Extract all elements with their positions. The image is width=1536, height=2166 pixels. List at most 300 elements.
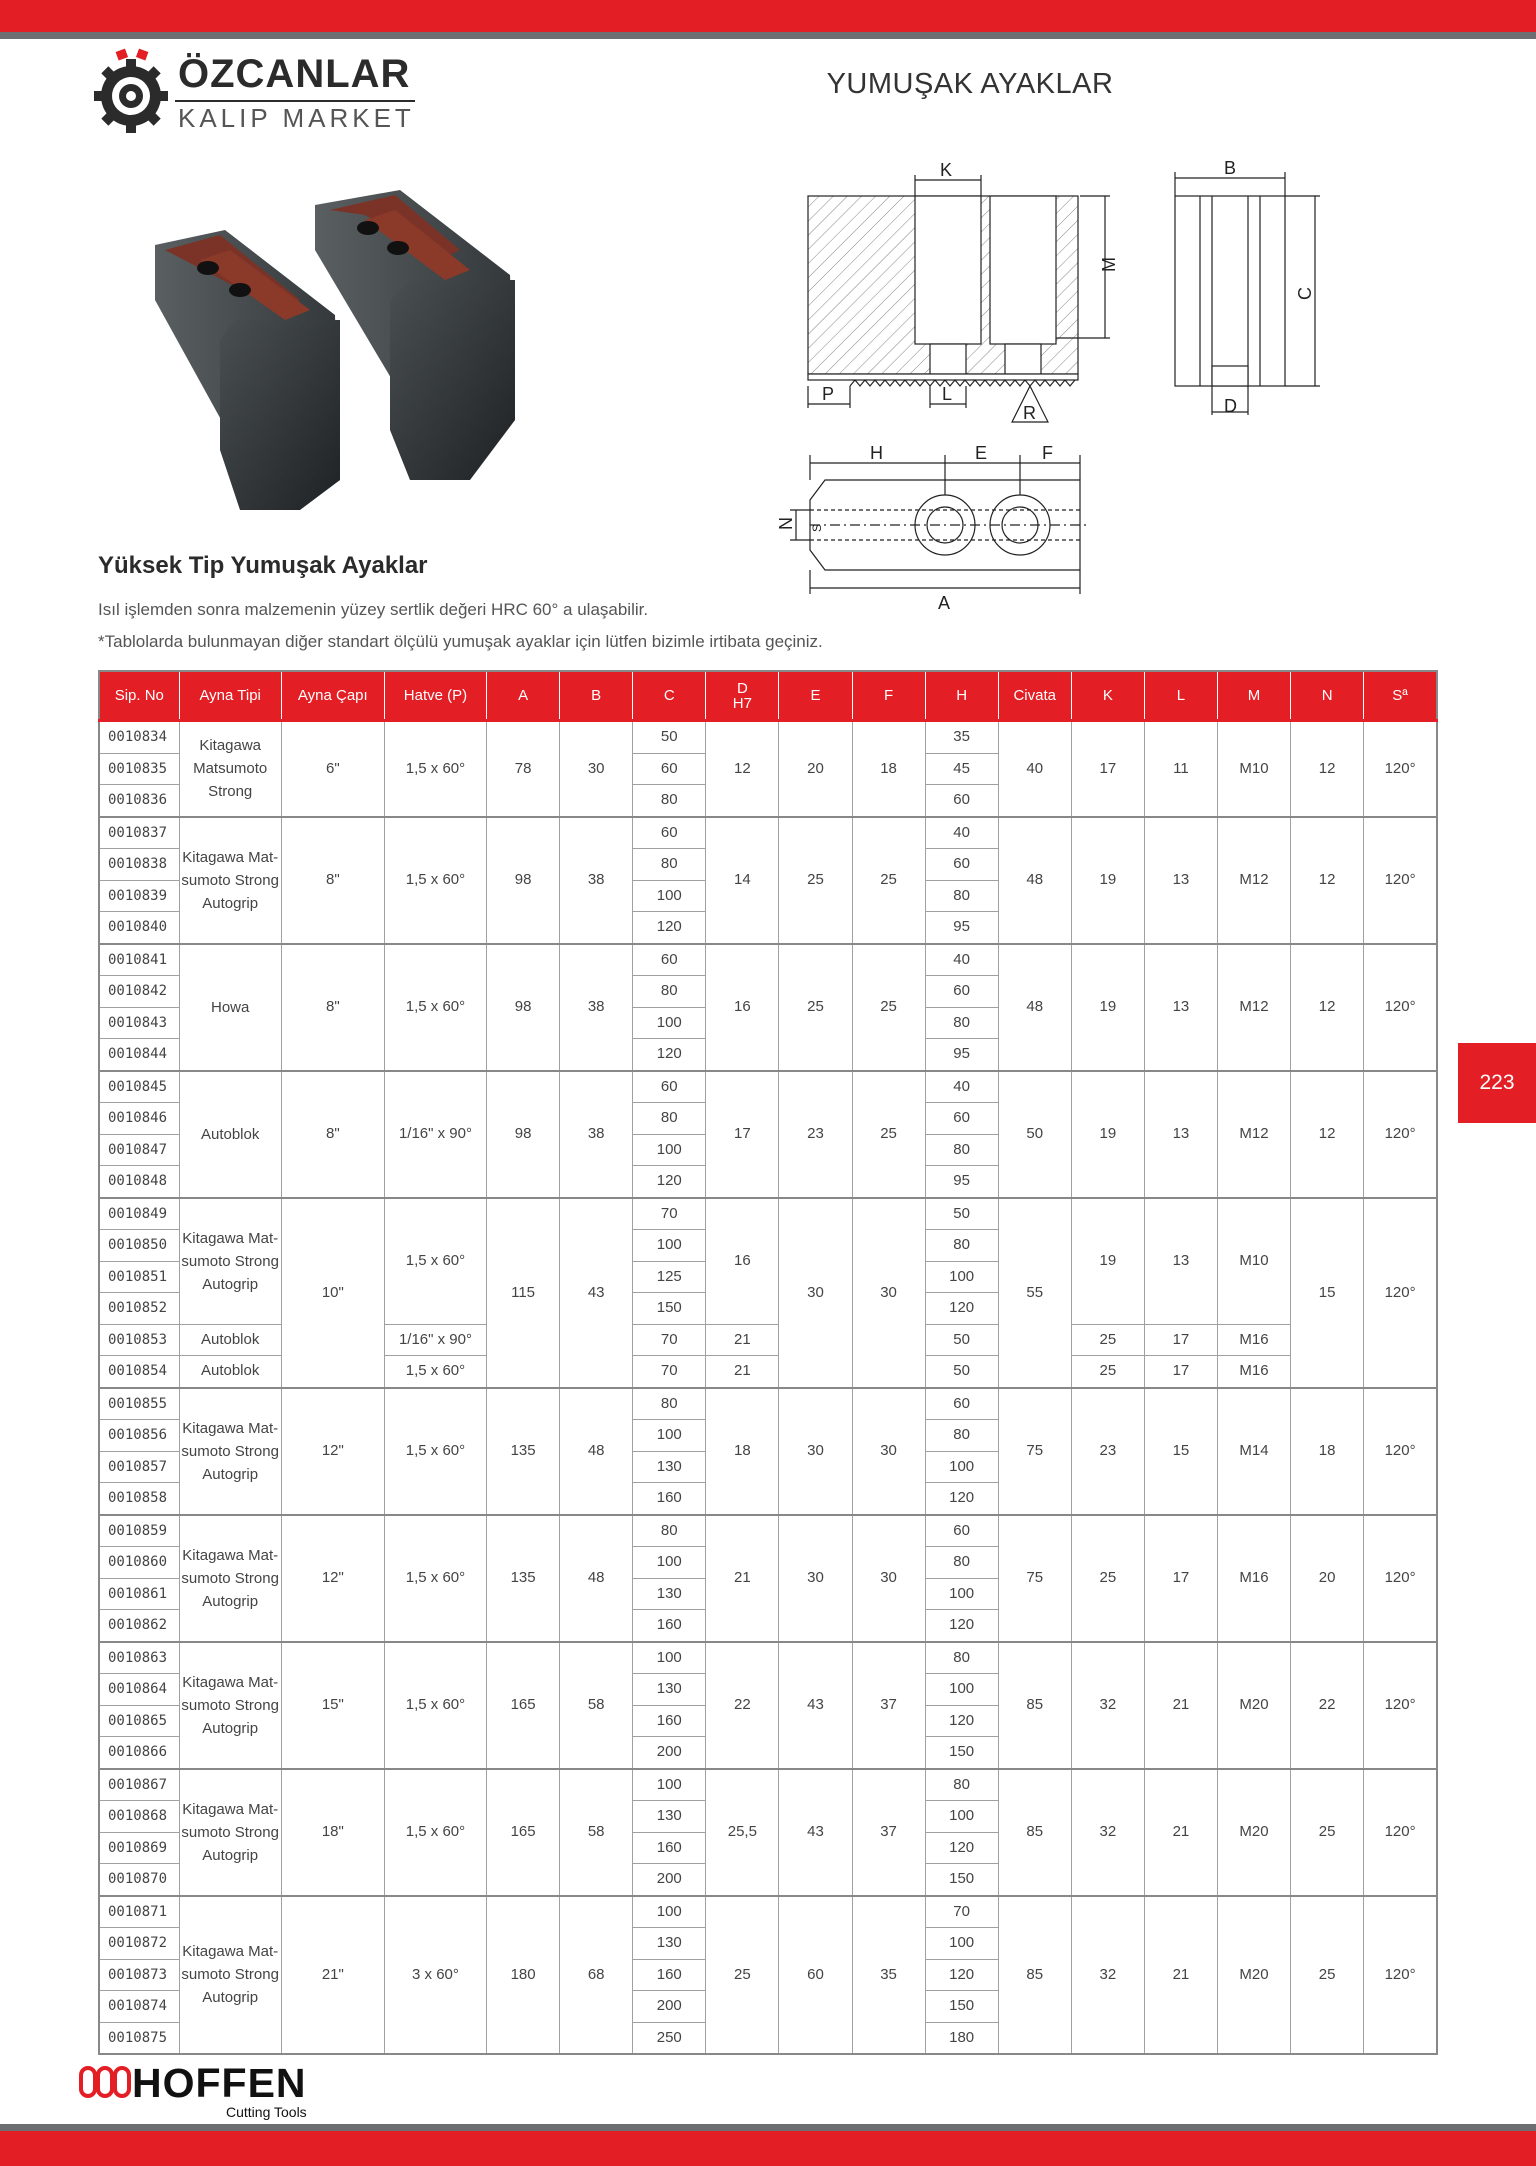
b-cell: 58 [560,1642,633,1769]
h-cell: 120 [925,1293,998,1325]
ozcanlar-logo [95,50,425,135]
sip-no-cell: 0010863 [99,1642,179,1674]
col-header-hatve: Hatve (P) [384,671,486,721]
h-cell: 100 [925,1451,998,1483]
dim-label-p: P [822,384,835,404]
b-cell: 48 [560,1515,633,1642]
e-cell: 25 [779,944,852,1071]
table-row [99,817,1437,849]
n-cell: 12 [1291,721,1364,817]
m-cell: M20 [1217,1896,1290,2055]
ayna-tipi-cell: Kitagawa Matsumoto Strong [179,721,281,817]
sip-no-cell: 0010837 [99,817,179,849]
s-cell: 120° [1364,1642,1437,1769]
col-header-b: B [560,671,633,721]
ayna-capi-cell: 6" [281,721,384,817]
sip-no-cell: 0010867 [99,1769,179,1801]
col-header-a: A [487,671,560,721]
a-cell: 98 [487,1071,560,1198]
c-cell: 80 [633,1515,706,1547]
c-cell: 60 [633,1071,706,1103]
ayna-capi-cell: 8" [281,1071,384,1198]
c-cell: 130 [633,1674,706,1706]
n-cell: 12 [1291,944,1364,1071]
h-cell: 150 [925,1737,998,1769]
h-cell: 60 [925,1103,998,1135]
civata-cell: 50 [998,1071,1071,1198]
f-cell: 18 [852,721,925,817]
c-cell: 80 [633,785,706,817]
hatve-cell: 1,5 x 60° [384,944,486,1071]
n-cell: 12 [1291,1071,1364,1198]
c-cell: 130 [633,1801,706,1833]
sip-no-cell: 0010869 [99,1832,179,1864]
hatve-cell: 1,5 x 60° [384,1515,486,1642]
sip-no-cell: 0010838 [99,849,179,881]
d-cell: 21 [706,1356,779,1388]
sip-no-cell: 0010836 [99,785,179,817]
sip-no-cell: 0010861 [99,1578,179,1610]
sip-no-cell: 0010850 [99,1230,179,1262]
top-gray-bar [0,32,1536,39]
c-cell: 100 [633,1896,706,1928]
sip-no-cell: 0010847 [99,1134,179,1166]
l-cell: 17 [1144,1515,1217,1642]
a-cell: 135 [487,1388,560,1515]
c-cell: 125 [633,1261,706,1293]
sip-no-cell: 0010854 [99,1356,179,1388]
ayna-capi-cell: 8" [281,817,384,944]
h-cell: 150 [925,1864,998,1896]
dim-label-d: D [1224,396,1237,416]
c-cell: 100 [633,880,706,912]
hatve-cell: 1,5 x 60° [384,1642,486,1769]
c-cell: 80 [633,1388,706,1420]
c-cell: 70 [633,1324,706,1356]
b-cell: 68 [560,1896,633,2055]
h-cell: 100 [925,1801,998,1833]
sip-no-cell: 0010842 [99,976,179,1008]
hoffen-logo [80,2060,340,2120]
h-cell: 60 [925,785,998,817]
c-cell: 130 [633,1578,706,1610]
sip-no-cell: 0010835 [99,753,179,785]
hatve-cell: 1,5 x 60° [384,817,486,944]
hatve-cell: 1,5 x 60° [384,721,486,817]
l-cell: 13 [1144,944,1217,1071]
ayna-tipi-cell: Autoblok [179,1071,281,1198]
civata-cell: 55 [998,1198,1071,1388]
ayna-tipi-cell: Kitagawa Mat-sumoto Strong Autogrip [179,1769,281,1896]
sip-no-cell: 0010866 [99,1737,179,1769]
dim-label-f: F [1042,443,1053,463]
sip-no-cell: 0010846 [99,1103,179,1135]
sip-no-cell: 0010839 [99,880,179,912]
ayna-tipi-cell: Howa [179,944,281,1071]
dim-label-s: S [810,523,824,532]
h-cell: 60 [925,1515,998,1547]
gear-logo-icon [95,50,173,135]
sip-no-cell: 0010874 [99,1991,179,2023]
footer-brand-sub: Cutting Tools [226,2104,307,2120]
m-cell: M12 [1217,1071,1290,1198]
c-cell: 160 [633,1959,706,1991]
hatve-cell: 1,5 x 60° [384,1198,486,1325]
b-cell: 38 [560,1071,633,1198]
sip-no-cell: 0010855 [99,1388,179,1420]
b-cell: 58 [560,1769,633,1896]
sip-no-cell: 0010873 [99,1959,179,1991]
dim-label-l: L [942,384,953,404]
m-cell: M10 [1217,1198,1290,1325]
k-cell: 19 [1071,944,1144,1071]
c-cell: 160 [633,1705,706,1737]
c-cell: 200 [633,1991,706,2023]
h-cell: 100 [925,1928,998,1960]
c-cell: 160 [633,1483,706,1515]
c-cell: 100 [633,1769,706,1801]
l-cell: 21 [1144,1896,1217,2055]
sip-no-cell: 0010853 [99,1324,179,1356]
col-header-h: H [925,671,998,721]
e-cell: 30 [779,1388,852,1515]
c-cell: 80 [633,976,706,1008]
h-cell: 95 [925,912,998,944]
sip-no-cell: 0010849 [99,1198,179,1230]
m-cell: M16 [1217,1356,1290,1388]
f-cell: 37 [852,1769,925,1896]
col-header-l: L [1144,671,1217,721]
h-cell: 40 [925,817,998,849]
n-cell: 25 [1291,1896,1364,2055]
e-cell: 60 [779,1896,852,2055]
h-cell: 80 [925,1230,998,1262]
e-cell: 30 [779,1515,852,1642]
f-cell: 25 [852,817,925,944]
s-cell: 120° [1364,1071,1437,1198]
bottom-red-bar [0,2131,1536,2166]
dim-label-r: R [1023,403,1036,423]
l-cell: 13 [1144,1071,1217,1198]
a-cell: 135 [487,1515,560,1642]
sip-no-cell: 0010844 [99,1039,179,1071]
col-header-k: K [1071,671,1144,721]
h-cell: 50 [925,1198,998,1230]
b-cell: 30 [560,721,633,817]
c-cell: 120 [633,1166,706,1198]
sip-no-cell: 0010875 [99,2022,179,2054]
f-cell: 30 [852,1198,925,1388]
civata-cell: 75 [998,1388,1071,1515]
l-cell: 15 [1144,1388,1217,1515]
table-body [99,721,1437,2055]
c-cell: 60 [633,753,706,785]
e-cell: 30 [779,1198,852,1388]
table-row [99,1769,1437,1801]
ayna-tipi-cell: Autoblok [179,1324,281,1356]
n-cell: 15 [1291,1198,1364,1388]
n-cell: 22 [1291,1642,1364,1769]
s-cell: 120° [1364,944,1437,1071]
b-cell: 43 [560,1198,633,1388]
d-cell: 25,5 [706,1769,779,1896]
a-cell: 165 [487,1642,560,1769]
technical-drawings [776,150,1340,620]
sip-no-cell: 0010859 [99,1515,179,1547]
e-cell: 23 [779,1071,852,1198]
c-cell: 200 [633,1864,706,1896]
civata-cell: 85 [998,1642,1071,1769]
civata-cell: 85 [998,1769,1071,1896]
s-cell: 120° [1364,1198,1437,1388]
table-row [99,1642,1437,1674]
l-cell: 17 [1144,1324,1217,1356]
k-cell: 32 [1071,1896,1144,2055]
table-row [99,1071,1437,1103]
dim-label-e: E [975,443,988,463]
a-cell: 98 [487,944,560,1071]
dim-label-b: B [1224,158,1237,178]
h-cell: 60 [925,976,998,1008]
dim-label-c: C [1295,287,1315,300]
dim-label-h: H [870,443,883,463]
e-cell: 43 [779,1769,852,1896]
c-cell: 100 [633,1007,706,1039]
hatve-cell: 1,5 x 60° [384,1388,486,1515]
n-cell: 18 [1291,1388,1364,1515]
k-cell: 25 [1071,1324,1144,1356]
s-cell: 120° [1364,817,1437,944]
ayna-capi-cell: 21" [281,1896,384,2055]
col-header-d-tolerance: H7 [732,694,752,712]
c-cell: 120 [633,912,706,944]
c-cell: 80 [633,1103,706,1135]
b-cell: 38 [560,944,633,1071]
sip-no-cell: 0010857 [99,1451,179,1483]
col-header-d-label: D [736,679,748,697]
e-cell: 25 [779,817,852,944]
brand-divider [175,100,415,102]
c-cell: 200 [633,1737,706,1769]
ayna-tipi-cell: Kitagawa Mat-sumoto Strong Autogrip [179,817,281,944]
k-cell: 23 [1071,1388,1144,1515]
k-cell: 19 [1071,817,1144,944]
col-header-c: C [633,671,706,721]
h-cell: 50 [925,1356,998,1388]
page-number-tab: 223 [1458,1043,1536,1123]
ayna-capi-cell: 10" [281,1198,384,1388]
l-cell: 11 [1144,721,1217,817]
ayna-capi-cell: 15" [281,1642,384,1769]
ayna-tipi-cell: Kitagawa Mat-sumoto Strong Autogrip [179,1642,281,1769]
c-cell: 120 [633,1039,706,1071]
table-row [99,944,1437,976]
contact-note: *Tablolarda bulunmayan diğer standart ölçülü yumuşak ayaklar için lütfen bizimle irtibata geçiniz. [98,632,823,651]
k-cell: 25 [1071,1515,1144,1642]
k-cell: 25 [1071,1356,1144,1388]
sip-no-cell: 0010852 [99,1293,179,1325]
b-cell: 48 [560,1388,633,1515]
k-cell: 32 [1071,1769,1144,1896]
c-cell: 250 [633,2022,706,2054]
e-cell: 20 [779,721,852,817]
m-cell: M10 [1217,721,1290,817]
sip-no-cell: 0010851 [99,1261,179,1293]
m-cell: M16 [1217,1324,1290,1356]
c-cell: 160 [633,1610,706,1642]
hatve-cell: 3 x 60° [384,1896,486,2055]
f-cell: 30 [852,1515,925,1642]
c-cell: 150 [633,1293,706,1325]
n-cell: 20 [1291,1515,1364,1642]
m-cell: M16 [1217,1515,1290,1642]
h-cell: 50 [925,1324,998,1356]
ayna-capi-cell: 12" [281,1388,384,1515]
col-header-s: Sª [1364,671,1437,721]
ayna-capi-cell: 8" [281,944,384,1071]
c-cell: 100 [633,1230,706,1262]
sip-no-cell: 0010848 [99,1166,179,1198]
h-cell: 40 [925,944,998,976]
col-header-f: F [852,671,925,721]
m-cell: M20 [1217,1642,1290,1769]
h-cell: 80 [925,1769,998,1801]
ayna-tipi-cell: Kitagawa Mat-sumoto Strong Autogrip [179,1515,281,1642]
brand-name: ÖZCANLAR [178,52,411,96]
h-cell: 180 [925,2022,998,2054]
k-cell: 19 [1071,1198,1144,1325]
c-cell: 50 [633,721,706,754]
d-cell: 18 [706,1388,779,1515]
h-cell: 95 [925,1166,998,1198]
f-cell: 35 [852,1896,925,2055]
h-cell: 80 [925,1547,998,1579]
h-cell: 80 [925,1007,998,1039]
sip-no-cell: 0010872 [99,1928,179,1960]
m-cell: M14 [1217,1388,1290,1515]
ayna-tipi-cell: Kitagawa Mat-sumoto Strong Autogrip [179,1198,281,1325]
l-cell: 17 [1144,1356,1217,1388]
hatve-cell: 1,5 x 60° [384,1769,486,1896]
col-header-civata: Civata [998,671,1071,721]
h-cell: 150 [925,1991,998,2023]
n-cell: 12 [1291,817,1364,944]
table-row [99,1515,1437,1547]
h-cell: 80 [925,1420,998,1452]
s-cell: 120° [1364,1515,1437,1642]
f-cell: 25 [852,944,925,1071]
ayna-capi-cell: 12" [281,1515,384,1642]
k-cell: 19 [1071,1071,1144,1198]
page-title: YUMUŞAK AYAKLAR [826,68,1114,100]
m-cell: M12 [1217,944,1290,1071]
h-cell: 80 [925,880,998,912]
a-cell: 165 [487,1769,560,1896]
l-cell: 13 [1144,817,1217,944]
c-cell: 100 [633,1547,706,1579]
c-cell: 70 [633,1356,706,1388]
dim-label-n: N [776,517,796,530]
footer-brand: HOFFEN [132,2060,307,2106]
l-cell: 13 [1144,1198,1217,1325]
sip-no-cell: 0010845 [99,1071,179,1103]
soft-jaws-product-image [140,190,540,510]
civata-cell: 48 [998,817,1071,944]
bottom-gray-bar [0,2124,1536,2131]
table-row [99,1388,1437,1420]
dim-label-m: M [1099,257,1119,272]
col-header-m: M [1217,671,1290,721]
sip-no-cell: 0010864 [99,1674,179,1706]
h-cell: 70 [925,1896,998,1928]
l-cell: 21 [1144,1769,1217,1896]
d-cell: 21 [706,1324,779,1356]
sip-no-cell: 0010841 [99,944,179,976]
a-cell: 98 [487,817,560,944]
col-header-n: N [1291,671,1364,721]
s-cell: 120° [1364,1896,1437,2055]
table-row [99,721,1437,754]
a-cell: 115 [487,1198,560,1388]
hatve-cell: 1/16" x 90° [384,1071,486,1198]
h-cell: 80 [925,1134,998,1166]
h-cell: 100 [925,1578,998,1610]
table-header-row [99,671,1437,721]
sip-no-cell: 0010862 [99,1610,179,1642]
h-cell: 120 [925,1832,998,1864]
hatve-cell: 1,5 x 60° [384,1356,486,1388]
sip-no-cell: 0010868 [99,1801,179,1833]
table-row [99,1198,1437,1230]
sip-no-cell: 0010865 [99,1705,179,1737]
sip-no-cell: 0010870 [99,1864,179,1896]
f-cell: 37 [852,1642,925,1769]
k-cell: 32 [1071,1642,1144,1769]
sip-no-cell: 0010858 [99,1483,179,1515]
m-cell: M20 [1217,1769,1290,1896]
c-cell: 70 [633,1198,706,1230]
h-cell: 40 [925,1071,998,1103]
m-cell: M12 [1217,817,1290,944]
hoffen-mark-icon [80,2066,130,2098]
d-cell: 16 [706,1198,779,1325]
h-cell: 120 [925,1483,998,1515]
h-cell: 120 [925,1610,998,1642]
d-cell: 16 [706,944,779,1071]
c-cell: 130 [633,1451,706,1483]
top-red-bar [0,0,1536,32]
h-cell: 120 [925,1959,998,1991]
h-cell: 100 [925,1674,998,1706]
civata-cell: 85 [998,1896,1071,2055]
c-cell: 160 [633,1832,706,1864]
h-cell: 120 [925,1705,998,1737]
soft-jaws-spec-table [98,670,1438,2055]
a-cell: 78 [487,721,560,817]
c-cell: 100 [633,1420,706,1452]
h-cell: 80 [925,1642,998,1674]
ayna-capi-cell: 18" [281,1769,384,1896]
e-cell: 43 [779,1642,852,1769]
col-header-ayna-capi: Ayna Çapı [281,671,384,721]
d-cell: 25 [706,1896,779,2055]
h-cell: 35 [925,721,998,754]
n-cell: 25 [1291,1769,1364,1896]
civata-cell: 48 [998,944,1071,1071]
table-row [99,1896,1437,1928]
hatve-cell: 1/16" x 90° [384,1324,486,1356]
sip-no-cell: 0010834 [99,721,179,754]
